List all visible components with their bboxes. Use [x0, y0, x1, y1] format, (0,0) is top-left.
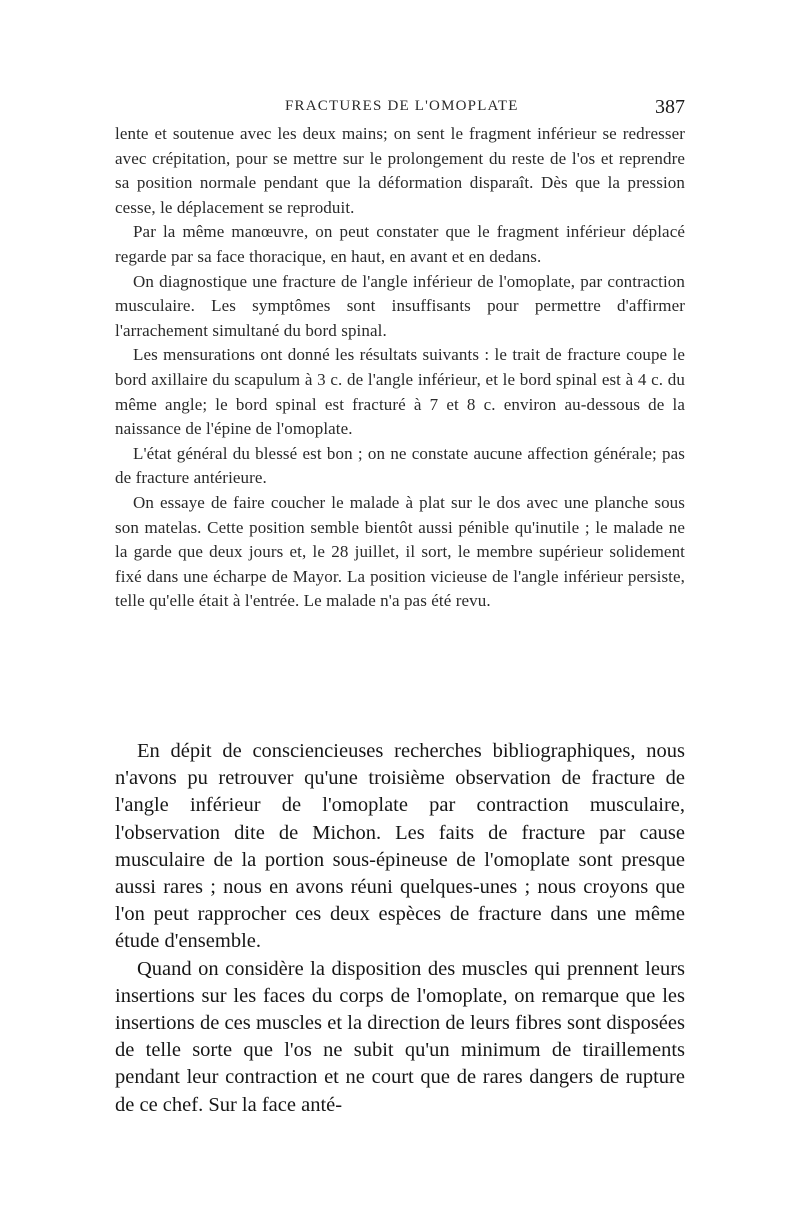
observation-text-block [115, 122, 685, 614]
paragraph-diagnosis: On diagnostique une fracture de l'angle inférieur de l'omoplate, par contraction musculaire. Les symptômes sont insuffisants pour permettre d'affirmer l'arrachement simultané du bord spinal. [115, 271, 685, 340]
paragraph-measurements: Les mensurations ont donné les résultats suivants : le trait de fracture coupe le bord axillaire du scapulum à 3 c. de l'angle inférieur, et le bord spinal est à 4 c. du même angle; le bord spinal est fracturé à 7 et 8 c. environ au-dessous de la naissance de l'épine de l'omoplate. [115, 345, 685, 439]
paragraph-muscle-insertions: Quand on considère la disposition des muscles qui prennent leurs insertions sur les faces du corps de l'omoplate, on remarque que les insertions de ces muscles et la direction de leurs fibres sont disposées de telle sorte que l'os ne subit qu'un minimum de tiraillements pendant leur contraction et ne court que de rares dangers de rupture de ce chef. Sur la face anté- [115, 957, 685, 1116]
paragraph-treatment: On essaye de faire coucher le malade à plat sur le dos avec une planche sous son matelas. Cette position semble bientôt aussi pénible qu'inutile ; le malade ne la garde que deux jours et, le 28 juillet, il sort, le membre supérieur solidement fixé dans une écharpe de Mayor. La position vicieuse de l'angle inférieur persiste, telle qu'elle était à l'entrée. Le malade n'a pas été revu. [115, 492, 685, 611]
paragraph-general-state: L'état général du blessé est bon ; on ne constate aucune affection générale; pas de fracture antérieure. [115, 443, 685, 488]
paragraph-manoeuvre: Par la même manœuvre, on peut constater que le fragment inférieur déplacé regarde par sa face thoracique, en haut, en avant et en dedans. [115, 222, 685, 266]
paragraph-continuation: lente et soutenue avec les deux mains; on sent le fragment inférieur se redresser avec crépitation, pour se mettre sur le prolongement du reste de l'os et reprendre sa position normale pendant que la déformation disparaît. Dès que la pression cesse, le déplacement se reproduit. [115, 124, 685, 217]
paragraph-bibliography: En dépit de consciencieuses recherches bibliographiques, nous n'avons pu retrouver qu'une troisième observation de fracture de l'angle inférieur de l'omoplate par contraction musculaire, l'observation dite de Michon. Les faits de fracture par cause musculaire de la portion sous-épineuse de l'omoplate sont presque aussi rares ; nous en avons réuni quelques-unes ; nous croyons que l'on peut rapprocher ces deux espèces de fracture dans une même étude d'ensemble. [115, 740, 685, 953]
discussion-text-block [115, 738, 685, 1119]
page-header [115, 96, 685, 122]
page-number: 387 [655, 96, 685, 118]
running-head: FRACTURES DE L'OMOPLATE [285, 98, 519, 114]
